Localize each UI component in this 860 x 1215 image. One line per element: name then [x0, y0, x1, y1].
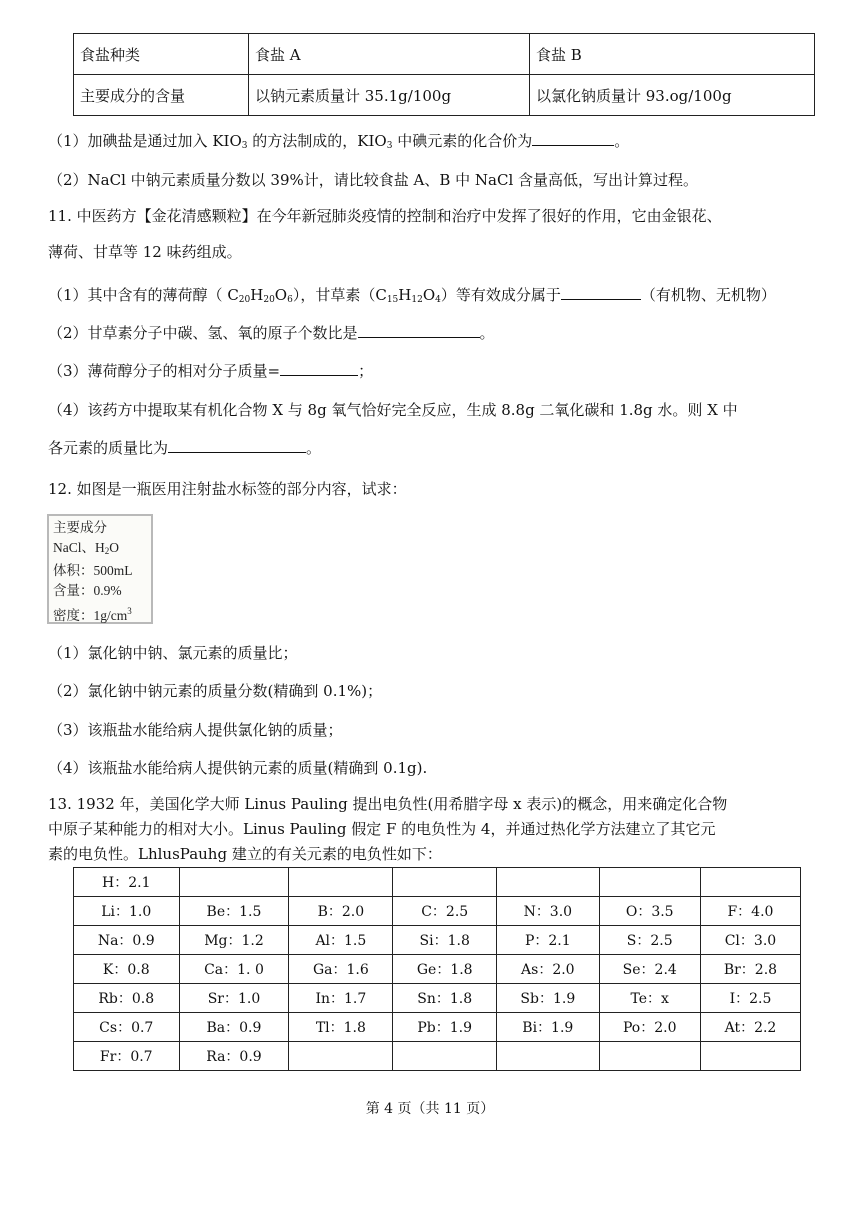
text: 中碘元素的化合价为: [392, 132, 533, 150]
text: O: [274, 286, 288, 304]
q11-stem-line-2: 薄荷、甘草等 12 味药组成。: [48, 243, 242, 261]
table-cell: Al：1.5: [289, 926, 393, 955]
answer-blank[interactable]: [532, 131, 614, 146]
table-cell: [700, 1042, 800, 1071]
table-cell: [393, 1042, 497, 1071]
table-cell: F：4.0: [700, 897, 800, 926]
answer-blank[interactable]: [561, 285, 641, 300]
table-cell: Be：1.5: [179, 897, 289, 926]
table-cell: Po：2.0: [599, 1013, 700, 1042]
text: ）等有效成分属于: [440, 286, 561, 304]
table-row: [74, 926, 801, 955]
table-cell: [289, 1042, 393, 1071]
subscript: 6: [287, 295, 293, 305]
table-cell: [599, 1042, 700, 1071]
q11-part-3: [48, 361, 373, 381]
text: 的方法制成的，KIO: [247, 132, 387, 150]
text: （3）薄荷醇分子的相对分子质量=: [48, 362, 281, 380]
table-cell: P：2.1: [497, 926, 599, 955]
subscript: 3: [241, 141, 248, 151]
table-row: [74, 1013, 801, 1042]
subscript: 20: [238, 295, 251, 305]
table-cell: [700, 868, 800, 897]
text: ；: [358, 362, 374, 380]
q13-stem-line-2: 中原子某种能力的相对大小。Linus Pauling 假定 F 的电负性为 4，并通过热化学方法建立了其它元: [48, 820, 716, 838]
q11-part-4-line-2: [48, 438, 321, 458]
table-cell: Fr：0.7: [74, 1042, 180, 1071]
table-row: [74, 868, 801, 897]
q11-stem-line-1: 11. 中医药方【金花清感颗粒】在今年新冠肺炎疫情的控制和治疗中发挥了很好的作用，它由金银花、: [48, 207, 722, 225]
table-cell: [393, 868, 497, 897]
table-cell: O：3.5: [599, 897, 700, 926]
text: 各元素的质量比为: [48, 439, 169, 457]
table-cell: Pb：1.9: [393, 1013, 497, 1042]
table-cell: C：2.5: [393, 897, 497, 926]
table-cell: 食盐 B: [530, 34, 815, 75]
table-cell: Ge：1.8: [393, 955, 497, 984]
text: NaCl、H: [53, 540, 105, 555]
text: 。: [479, 324, 495, 342]
table-cell: Ba：0.9: [179, 1013, 289, 1042]
subscript: 4: [435, 295, 441, 305]
table-cell: Mg：1.2: [179, 926, 289, 955]
answer-blank[interactable]: [280, 361, 358, 376]
table-cell: In：1.7: [289, 984, 393, 1013]
q10-part-2: （2）NaCl 中钠元素质量分数以 39%计，请比较食盐 A、B 中 NaCl 含量高低，写出计算过程。: [48, 171, 699, 189]
q11-part-4-line-1: （4）该药方中提取某有机化合物 X 与 8g 氧气恰好完全反应，生成 8.8g 二氧化碳和 1.8g 水。则 X 中: [48, 401, 738, 419]
table-cell: 主要成分的含量: [74, 75, 249, 116]
table-cell: Ga：1.6: [289, 955, 393, 984]
label-line: 体积：500mL: [53, 563, 133, 578]
q12-stem: 12. 如图是一瓶医用注射盐水标签的部分内容，试求：: [48, 480, 407, 498]
electronegativity-table: [73, 867, 801, 1071]
text: 。: [614, 132, 630, 150]
label-line: [53, 601, 147, 626]
subscript: 15: [386, 295, 399, 305]
table-cell: [497, 868, 599, 897]
label-line: [53, 538, 147, 561]
subscript: 2: [104, 546, 110, 556]
text: 密度：1g/cm: [53, 608, 128, 623]
table-cell: Cs：0.7: [74, 1013, 180, 1042]
text: O: [422, 286, 436, 304]
subscript: 12: [411, 295, 423, 305]
table-cell: 食盐 A: [249, 34, 530, 75]
label-line: 主要成分: [53, 520, 107, 535]
page-footer: 第 4 页（共 11 页）: [365, 1101, 495, 1117]
q13-stem-line-3: 素的电负性。LhlusPauhg 建立的有关元素的电负性如下：: [48, 845, 442, 863]
text: （2）甘草素分子中碳、氢、氧的原子个数比是: [48, 324, 358, 342]
label-line: 含量：0.9%: [53, 583, 122, 598]
table-cell: Te：x: [599, 984, 700, 1013]
answer-blank[interactable]: [168, 438, 306, 453]
text: ），甘草素（C: [292, 286, 387, 304]
table-cell: Sn：1.8: [393, 984, 497, 1013]
table-cell: Na：0.9: [74, 926, 180, 955]
q11-part-1: [48, 285, 776, 310]
q12-part-3: （3）该瓶盐水能给病人提供氯化钠的质量；: [48, 721, 343, 739]
table-cell: Br：2.8: [700, 955, 800, 984]
text: O: [109, 540, 119, 555]
table-row: [74, 955, 801, 984]
table-cell: [289, 868, 393, 897]
text: H: [398, 286, 412, 304]
table-cell: As：2.0: [497, 955, 599, 984]
table-cell: Tl：1.8: [289, 1013, 393, 1042]
table-cell: Sr：1.0: [179, 984, 289, 1013]
text: 。: [306, 439, 322, 457]
salt-table: [73, 33, 815, 116]
table-cell: At：2.2: [700, 1013, 800, 1042]
table-cell: [179, 868, 289, 897]
q13-stem-line-1: 13. 1932 年，美国化学大师 Linus Pauling 提出电负性(用希腊字母 x 表示)的概念，用来确定化合物: [48, 795, 728, 813]
table-cell: N：3.0: [497, 897, 599, 926]
table-cell: [599, 868, 700, 897]
table-row: [74, 75, 815, 116]
table-cell: S：2.5: [599, 926, 700, 955]
table-cell: I：2.5: [700, 984, 800, 1013]
table-cell: Si：1.8: [393, 926, 497, 955]
table-cell: 以氯化钠质量计 93.og/100g: [530, 75, 815, 116]
saline-label-image: [47, 514, 153, 624]
table-cell: 以钠元素质量计 35.1g/100g: [249, 75, 530, 116]
table-cell: Sb：1.9: [497, 984, 599, 1013]
answer-blank[interactable]: [358, 323, 480, 338]
table-cell: Rb：0.8: [74, 984, 180, 1013]
table-cell: [497, 1042, 599, 1071]
table-cell: B：2.0: [289, 897, 393, 926]
subscript: 3: [386, 141, 393, 151]
table-cell: Li：1.0: [74, 897, 180, 926]
table-cell: Ra：0.9: [179, 1042, 289, 1071]
text: （1）其中含有的薄荷醇（ C: [48, 286, 239, 304]
table-row: [74, 34, 815, 75]
q11-part-2: [48, 323, 495, 343]
superscript: 3: [127, 606, 132, 616]
table-cell: Se：2.4: [599, 955, 700, 984]
q12-part-2: （2）氯化钠中钠元素的质量分数(精确到 0.1%)；: [48, 682, 383, 700]
table-cell: 食盐种类: [74, 34, 249, 75]
q12-part-1: （1）氯化钠中钠、氯元素的质量比；: [48, 644, 298, 662]
table-cell: Bi：1.9: [497, 1013, 599, 1042]
table-cell: Ca：1. 0: [179, 955, 289, 984]
subscript: 20: [263, 295, 275, 305]
q12-part-4: （4）该瓶盐水能给病人提供钠元素的质量(精确到 0.1g).: [48, 759, 428, 777]
table-row: [74, 897, 801, 926]
q10-part-1: [48, 131, 629, 156]
table-row: [74, 984, 801, 1013]
table-row: [74, 1042, 801, 1071]
table-cell: K：0.8: [74, 955, 180, 984]
text: （有机物、无机物）: [640, 286, 776, 304]
table-cell: Cl：3.0: [700, 926, 800, 955]
table-cell: H：2.1: [74, 868, 180, 897]
text: （1）加碘盐是通过加入 KIO: [48, 132, 242, 150]
text: H: [250, 286, 264, 304]
